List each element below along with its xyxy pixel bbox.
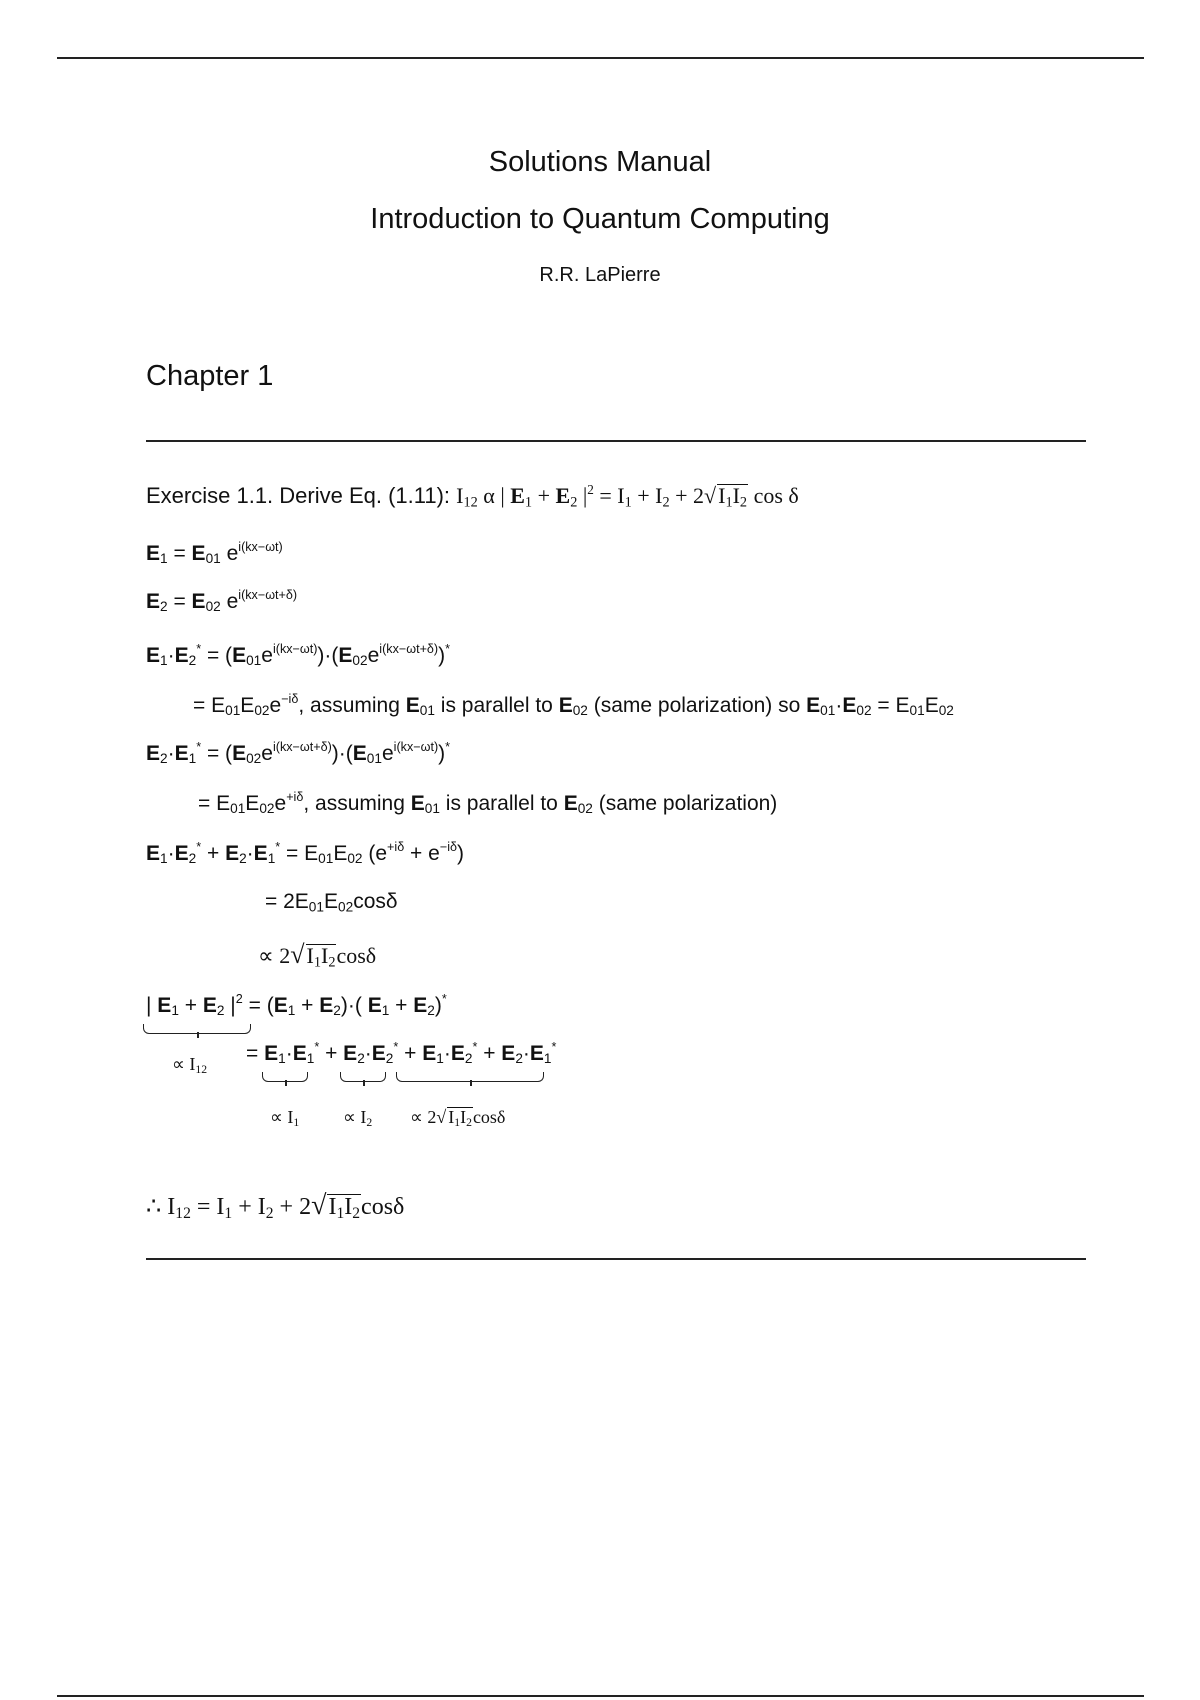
exercise-statement xyxy=(146,482,799,512)
equation-cross-sum-cos: = $2E_{01}E_{02}\cos\delta$ xyxy=(265,890,398,915)
label-prop-i2: ∝ $I_2$ xyxy=(343,1107,373,1129)
equation-cross-sum-prop: ∝ $2√I_1I_2\cos\delta$ xyxy=(258,940,377,971)
label-prop-i1: ∝ $I_1$ xyxy=(270,1107,300,1129)
document-subtitle: Introduction to Quantum Computing xyxy=(370,203,830,235)
separator-line-end xyxy=(146,1258,1086,1260)
equation-e1: $E_1 = E_{01}$ $e^{i(kx-\omega t)}$ xyxy=(146,540,283,567)
equation-modulus-squared: | $E_1 + E_2$ $|^2 = (E_1 + E_2)\cdot$( $E_1 + E_2)^*$ xyxy=(146,992,447,1019)
equation-expansion: = $E_1\cdot E_1^* + E_2\cdot E_2^* + E_1\cdot E_2^* + E_2\cdot E_1^*$ xyxy=(246,1040,557,1067)
conclusion-equation: ∴ $I_{12} = I_1 + I_2 + 2√I_1I_2\cos\delta$ xyxy=(146,1190,405,1222)
brace-i2 xyxy=(340,1072,386,1082)
chapter-heading: Chapter 1 xyxy=(146,360,274,392)
equation-e1-dot-e2star: $E_1\cdot E_2^* = (E_{01}e^{i(kx-\omega t)})\cdot(E_{02}e^{i(kx-\omega t+\delta)})^*$ xyxy=(146,642,451,669)
document-author: R.R. LaPierre xyxy=(539,264,661,286)
page-bottom-rule xyxy=(57,1695,1144,1697)
equation-e2-dot-e1star-result: = $E_{01}E_{02}e^{+i\delta}$, assuming $E_{01}$ is parallel to $E_{02}$ (same polarization) xyxy=(198,790,778,817)
exercise-label: Exercise 1.1. Derive Eq. (1.11): xyxy=(146,483,457,509)
separator-line xyxy=(146,440,1086,442)
exercise-equation: $I_{12}$ α | $E_1 + E_2$ $|^2 = I_1 + I_2 + 2√I_1I_2$ cos δ xyxy=(456,482,799,511)
brace-i12 xyxy=(143,1024,251,1034)
label-prop-cross: ∝ 2√ $I_1I_2\cos\delta$ xyxy=(410,1107,506,1129)
document-title: Solutions Manual xyxy=(488,146,712,178)
label-prop-i12: ∝ $I_{12}$ xyxy=(172,1054,208,1076)
equation-cross-sum: $E_1\cdot E_2^* + E_2\cdot E_1^* = E_{01}E_{02}$ $(e^{+i\delta} + e^{-i\delta})$ xyxy=(146,840,465,867)
equation-e1-dot-e2star-result: = $E_{01}E_{02}e^{-i\delta}$, assuming $E_{01}$ is parallel to $E_{02}$ (same polarization) so $E_{01}\cdot E_{02} = E_{01}E_{02}$ xyxy=(193,692,954,719)
brace-cross xyxy=(396,1072,544,1082)
equation-e2-dot-e1star: $E_2\cdot E_1^* = (E_{02}e^{i(kx-\omega t+\delta)})\cdot(E_{01}e^{i(kx-\omega t)})^*$ xyxy=(146,740,451,767)
page-top-rule xyxy=(57,57,1144,59)
brace-i1 xyxy=(262,1072,308,1082)
equation-e2: $E_2 = E_{02}$ $e^{i(kx-\omega t+\delta)}$ xyxy=(146,588,298,615)
